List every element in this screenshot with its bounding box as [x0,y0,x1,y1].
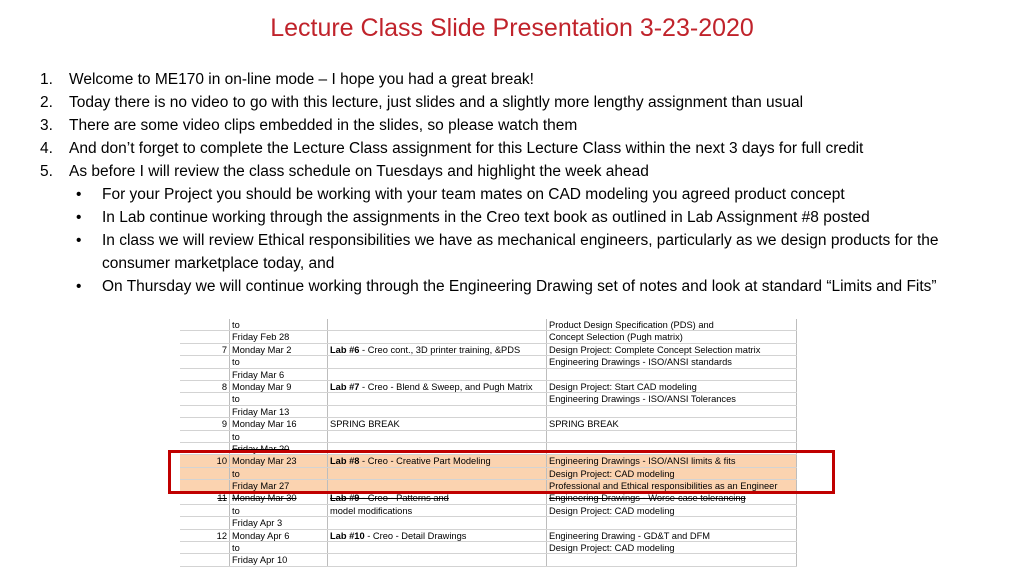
week-cell [180,319,230,330]
lecture-cell: Product Design Specification (PDS) and [547,319,797,330]
list-number: 1. [40,71,53,88]
lab-description: - Creo cont., 3D printer training, &PDS [359,344,521,355]
week-cell: 11 [180,492,230,503]
date-cell: to [230,319,328,330]
date-cell: Friday Apr 10 [230,554,328,565]
list-text: As before I will review the class schedule on Tuesdays and highlight the week ahead [69,163,649,180]
list-text: Welcome to ME170 in on-line mode – I hope you had a great break! [69,71,534,88]
date-cell: Friday Mar 20 [230,443,328,454]
list-number: 5. [40,163,53,180]
list-item [36,91,1006,114]
week-cell [180,554,230,565]
lecture-cell: Professional and Ethical responsibilities as an Engineer [547,480,797,491]
list-number: 4. [40,140,53,157]
week-cell: 8 [180,381,230,392]
date-cell: Monday Mar 9 [230,381,328,392]
list-item [36,114,1006,137]
schedule-row [180,369,797,381]
lab-number: Lab #7 [330,381,360,392]
list-number: 2. [40,94,53,111]
week-cell [180,431,230,442]
week-cell [180,505,230,516]
lab-cell [328,492,547,503]
sub-bullet [36,229,1006,275]
lab-cell [328,431,547,442]
week-cell [180,356,230,367]
lab-cell [328,319,547,330]
lecture-cell: Design Project: CAD modeling [547,542,797,553]
schedule-row [180,344,797,356]
schedule-row [180,431,797,443]
week-cell: 10 [180,455,230,466]
schedule-row [180,418,797,430]
lab-cell [328,517,547,528]
lab-description: - Creo - Blend & Sweep, and Pugh Matrix [359,381,533,392]
lab-cell [328,393,547,404]
schedule-row [180,505,797,517]
schedule-row [180,319,797,331]
list-number: 3. [40,117,53,134]
sub-bullet [36,183,1006,206]
week-cell: 12 [180,530,230,541]
schedule-row [180,530,797,542]
list-item [36,137,1006,160]
lecture-cell: Concept Selection (Pugh matrix) [547,331,797,342]
lab-number: Lab #10 [330,530,365,541]
lab-cell [328,381,547,392]
schedule-row [180,381,797,393]
list-text: There are some video clips embedded in the slides, so please watch them [69,117,578,134]
date-cell: to [230,431,328,442]
lab-description: SPRING BREAK [330,419,400,430]
list-text: Today there is no video to go with this lecture, just slides and a slightly more lengthy assignment than usual [69,94,804,111]
lab-number: Lab #9 [330,493,360,504]
date-cell: Monday Mar 30 [230,492,328,503]
date-cell: Monday Mar 23 [230,455,328,466]
date-cell: Monday Mar 16 [230,418,328,429]
schedule-row [180,393,797,405]
date-cell: to [230,542,328,553]
bullet-dot: • [76,186,82,203]
date-cell: Friday Apr 3 [230,517,328,528]
lecture-cell: Design Project: Complete Concept Selection matrix [547,344,797,355]
date-cell: Friday Feb 28 [230,331,328,342]
lecture-cell: Engineering Drawings - ISO/ANSI limits & fits [547,455,797,466]
lab-cell [328,406,547,417]
lecture-cell: Engineering Drawings - ISO/ANSI Tolerances [547,393,797,404]
lab-cell [328,331,547,342]
list-item [36,160,1006,183]
lecture-cell: SPRING BREAK [547,418,797,429]
slide-title: Lecture Class Slide Presentation 3-23-2020 [270,14,754,42]
schedule-row [180,406,797,418]
schedule-row [180,517,797,529]
schedule-row [180,356,797,368]
schedule-row [180,331,797,343]
bullet-text: On Thursday we will continue working through the Engineering Drawing set of notes and look at standard “Limits and Fits” [102,278,937,295]
date-cell: to [230,505,328,516]
sub-bullet [36,275,1006,298]
bullet-dot: • [76,278,82,295]
date-cell: to [230,393,328,404]
highlight-box [168,450,835,494]
slide-body [36,68,1006,298]
bullet-text: In Lab continue working through the assignments in the Creo text book as outlined in Lab Assignment #8 posted [102,209,870,226]
date-cell: to [230,356,328,367]
sub-bullet [36,206,1006,229]
week-cell: 7 [180,344,230,355]
lab-cell [328,344,547,355]
bullet-text: In class we will review Ethical responsibilities we have as mechanical engineers, particularly as we design products for the consumer marketplace today, and [102,232,939,272]
lecture-cell [547,406,797,417]
schedule-spreadsheet-image [180,319,797,569]
schedule-row [180,492,797,504]
date-cell: Monday Apr 6 [230,530,328,541]
lab-number: Lab #6 [330,344,360,355]
week-cell [180,517,230,528]
lecture-cell: Engineering Drawings - ISO/ANSI standards [547,356,797,367]
bullet-dot: • [76,232,82,249]
week-cell [180,406,230,417]
bullet-text: For your Project you should be working with your team mates on CAD modeling you agreed product concept [102,186,845,203]
list-item [36,68,1006,91]
lecture-cell [547,431,797,442]
schedule-row [180,542,797,554]
lab-cell [328,418,547,429]
lab-cell [328,554,547,565]
lecture-cell: Engineering Drawing - GD&T and DFM [547,530,797,541]
week-cell [180,369,230,380]
week-cell [180,542,230,553]
lab-cell [328,356,547,367]
lab-cell [328,542,547,553]
schedule-row [180,554,797,566]
list-text: And don’t forget to complete the Lecture Class assignment for this Lecture Class within the next 3 days for full credit [69,140,864,157]
lecture-cell [547,554,797,565]
lab-number: Lab #8 [330,456,360,467]
bullet-dot: • [76,209,82,226]
lab-description: - Creo - Patterns and [359,493,449,504]
lab-description: - Creo - Detail Drawings [364,530,467,541]
date-cell: Monday Mar 2 [230,344,328,355]
date-cell: to [230,468,328,479]
date-cell: Friday Mar 27 [230,480,328,491]
lecture-cell: Design Project: CAD modeling [547,505,797,516]
lecture-cell: Engineering Drawings - Worse-case tolerancing [547,492,797,503]
lecture-cell: Design Project: Start CAD modeling [547,381,797,392]
date-cell: Friday Mar 6 [230,369,328,380]
lecture-cell [547,517,797,528]
lab-description: - Creo - Creative Part Modeling [359,456,491,467]
week-cell: 9 [180,418,230,429]
lab-cell [328,369,547,380]
lecture-cell [547,369,797,380]
week-cell [180,331,230,342]
date-cell: Friday Mar 13 [230,406,328,417]
lab-cell [328,505,547,516]
week-cell [180,393,230,404]
lecture-cell: Design Project: CAD modeling [547,468,797,479]
lab-description: model modifications [330,505,413,516]
lab-cell [328,530,547,541]
